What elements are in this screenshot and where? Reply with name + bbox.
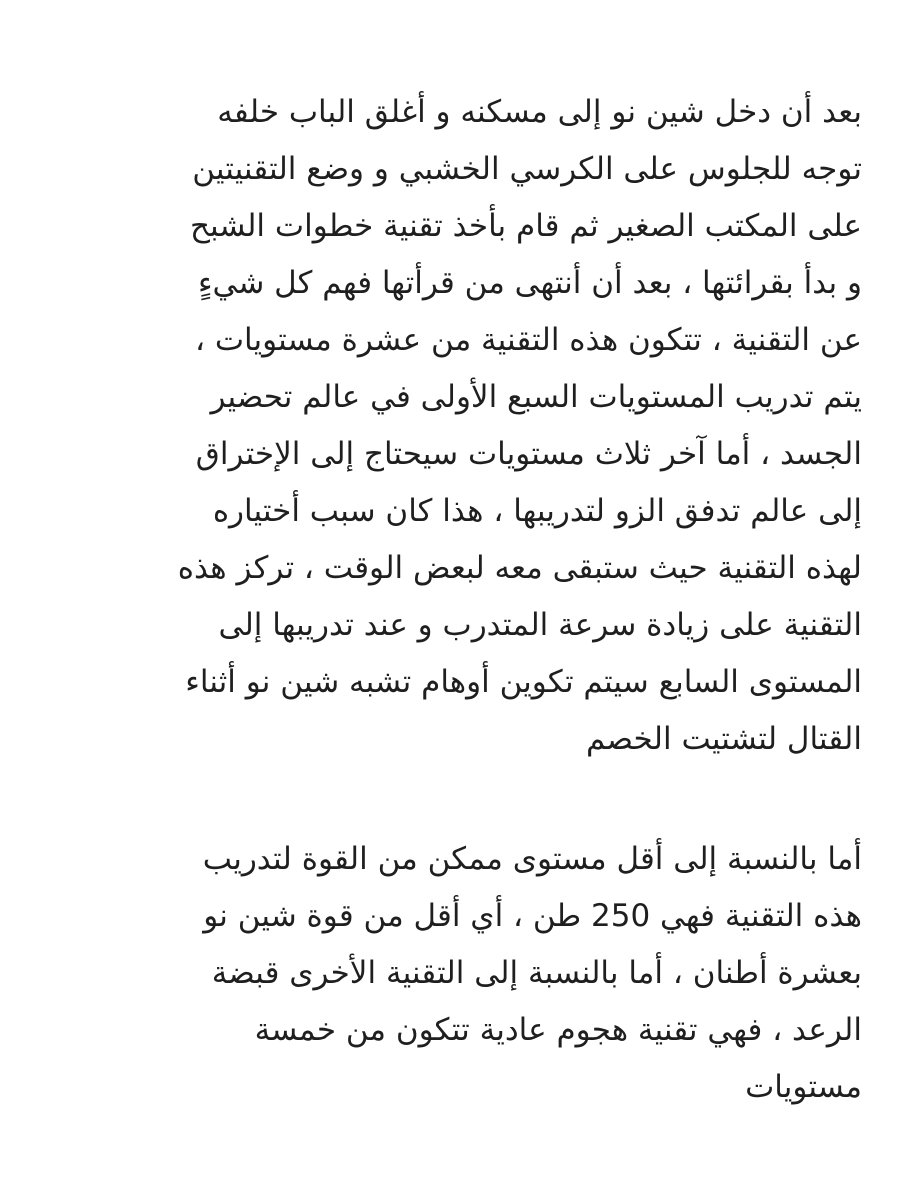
document-page: [40, 84, 862, 1116]
text-line: عن التقنية ، تتكون هذه التقنية من عشرة مستويات ،: [195, 322, 862, 358]
text-line: بعشرة أطنان ، أما بالنسبة إلى التقنية الأخرى قبضة: [211, 955, 862, 991]
text-line: المستوى السابع سيتم تكوين أوهام تشبه شين نو أثناء: [185, 664, 862, 700]
text-line: و بدأ بقرائتها ، بعد أن أنتهى من قرأتها فهم كل شيءٍ: [197, 265, 862, 301]
text-line: مستويات: [745, 1069, 862, 1105]
paragraph-spacer: [40, 768, 862, 831]
text-line: يتم تدريب المستويات السبع الأولى في عالم تحضير: [210, 379, 862, 415]
text-line: لهذه التقنية حيث ستبقى معه لبعض الوقت ، تركز هذه: [177, 550, 862, 586]
text-line: الجسد ، أما آخر ثلاث مستويات سيحتاج إلى الإختراق: [195, 436, 862, 472]
text-line: القتال لتشتيت الخصم: [586, 721, 862, 757]
text-line: بعد أن دخل شين نو إلى مسكنه و أغلق الباب خلفه: [217, 94, 862, 130]
paragraph-2: [40, 831, 862, 1116]
text-line: إلى عالم تدفق الزو لتدريبها ، هذا كان سبب أختياره: [212, 493, 862, 529]
text-line: على المكتب الصغير ثم قام بأخذ تقنية خطوات الشبح: [189, 208, 862, 244]
text-line: الرعد ، فهي تقنية هجوم عادية تتكون من خمسة: [254, 1012, 862, 1048]
text-line: توجه للجلوس على الكرسي الخشبي و وضع التقنيتين: [192, 151, 862, 187]
text-line: أما بالنسبة إلى أقل مستوى ممكن من القوة لتدريب: [202, 841, 862, 877]
text-line: التقنية على زيادة سرعة المتدرب و عند تدريبها إلى: [218, 607, 862, 643]
text-line: هذه التقنية فهي 250 طن ، أي أقل من قوة شين نو: [203, 898, 862, 934]
paragraph-1: [40, 84, 862, 768]
